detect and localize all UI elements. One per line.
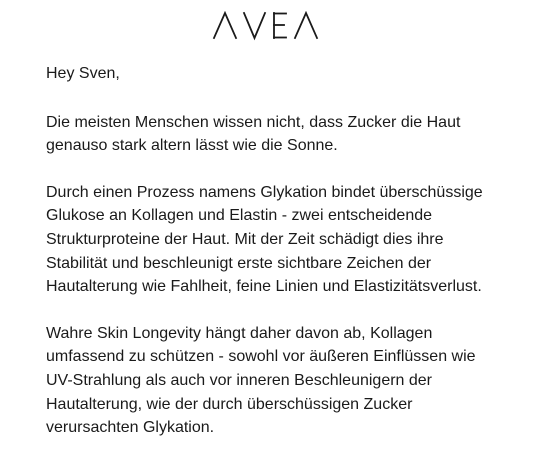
paragraph-sugar-intro: Die meisten Menschen wissen nicht, dass Zucker die Haut genauso stark altern lässt wie die Sonne. — [46, 113, 461, 155]
avea-logo — [211, 11, 323, 41]
email-content — [46, 62, 516, 463]
brand-header — [0, 6, 533, 46]
paragraph-glycation: Durch einen Prozess namens Glykation bindet überschüssige Glukose an Kollagen und Elastin - zwei entscheidende Strukturproteine der Haut. Mit der Zeit schädigt dies ihre Stabilität und beschleunigt erste sichtbare Zeichen der Hautalterung wie Fahlheit, feine Linien und Elastizitätsverlust. — [46, 183, 483, 296]
greeting-text: Hey Sven, — [46, 65, 120, 82]
paragraph-skin-longevity: Wahre Skin Longevity hängt daher davon ab, Kollagen umfassend zu schützen - sowohl vor äußeren Einflüssen wie UV-Strahlung als auch vor inneren Beschleunigern der Hautalterung, wie der durch überschüssigen Zucker verursachten Glykation. — [46, 324, 476, 437]
